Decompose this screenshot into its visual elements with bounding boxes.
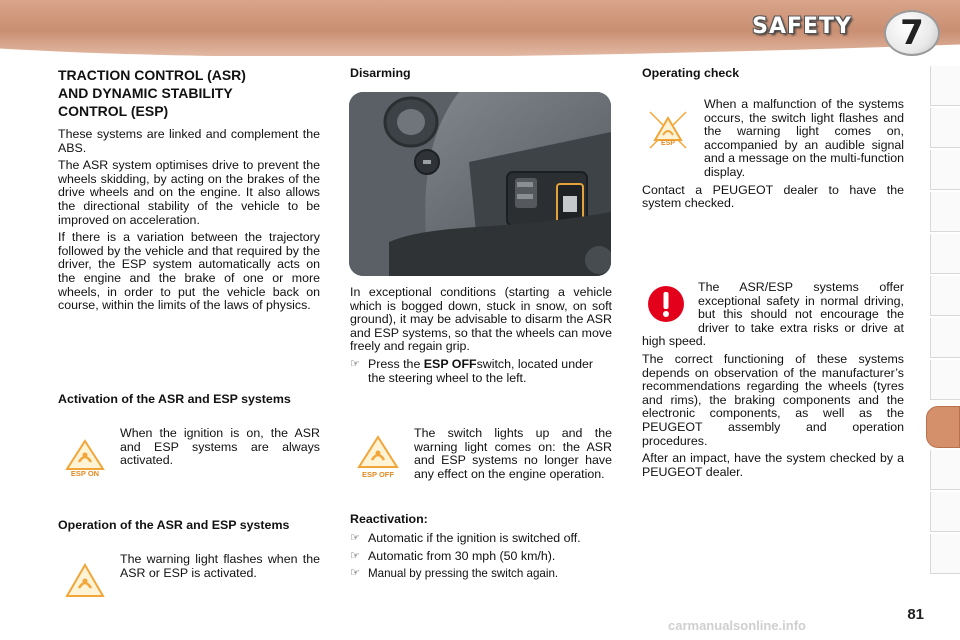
esp-off-warning-icon — [356, 434, 400, 480]
reactivation-bullet-2: ☞ Automatic from 30 mph (50 km/h). — [350, 548, 556, 563]
chapter-tab[interactable] — [930, 534, 960, 574]
chapter-tab[interactable] — [930, 108, 960, 148]
esp-on-label: ESP ON — [70, 469, 100, 478]
safety-warning-body — [642, 281, 904, 483]
esp-off-switch-name: ESP OFF — [423, 356, 477, 371]
header-wave-decoration — [0, 40, 960, 62]
section-title: TRACTION CONTROL (ASR) AND DYNAMIC STABILITY CONTROL (ESP) — [58, 67, 246, 119]
page-number: 81 — [907, 606, 924, 623]
malfunction-text: When a malfunction of the systems occurs, the switch light flashes and the warning light comes on, accompanied by an audible signal and a message on the multi-function display. — [704, 97, 904, 179]
reactivation-heading: Reactivation: — [350, 512, 428, 526]
reactivation-section — [350, 512, 612, 585]
dashboard-switch-photo — [349, 92, 611, 276]
chapter-title: SAFETY — [752, 14, 852, 39]
esp-on-warning-icon — [64, 438, 106, 480]
chapter-tab[interactable] — [930, 192, 960, 232]
operating-check-body — [642, 98, 904, 215]
chapter-tab[interactable] — [930, 360, 960, 400]
disarming-bullet: ☞ Press the ESP OFFswitch, located under the steering wheel to the left. — [350, 356, 593, 385]
disarming-section — [350, 66, 612, 80]
esp-off-text: The switch lights up and the warning light comes on: the ASR and ESP systems no longer have any effect on the engine operation. — [414, 426, 612, 481]
chapter-tab[interactable] — [930, 234, 960, 274]
bullet-hand-icon: ☞ — [350, 532, 360, 544]
disarming-body — [350, 286, 612, 389]
chapter-tab[interactable] — [930, 66, 960, 106]
correct-functioning-text: The correct functioning of these systems depends on observation of the manufacturer’s recommendations regarding the wheels (tyres and rims), the braking components and the electronic components, as well as the PEUGEOT assembly and operation procedures. — [642, 351, 904, 448]
disarming-paragraph: In exceptional conditions (starting a vehicle which is bogged down, stuck in snow, on soft ground), it may be advisable to disarm the ASR and ESP systems, so that the wheels can move freely and regain grip. — [350, 285, 612, 354]
operating-check-section — [642, 66, 904, 80]
esp-paragraph: If there is a variation between the trajectory followed by the vehicle and that required by the driver, the ESP system automatically acts on the engine and the brake of one or more wheels, in order to put the vehicle back on course, within the limits of the laws of physics. — [58, 230, 320, 313]
safety-warning-text: The ASR/ESP systems offer exceptional safety in normal driving, but this should not encourage the driver to take extra risks or drive at high speed. — [642, 280, 904, 349]
esp-off-label: ESP OFF — [362, 470, 394, 479]
chapter-tab[interactable] — [930, 318, 960, 358]
chapter-tab[interactable] — [930, 276, 960, 316]
chapter-tab-active[interactable] — [926, 406, 960, 448]
operation-text: The warning light flashes when the ASR or ESP is activated. — [120, 552, 320, 580]
bullet-hand-icon: ☞ — [350, 549, 360, 562]
after-impact-text: After an impact, have the system checked by a PEUGEOT dealer. — [642, 451, 904, 479]
intro-paragraph: These systems are linked and complement the ABS. — [58, 127, 320, 155]
left-column — [58, 66, 320, 317]
asr-paragraph: The ASR system optimises drive to prevent the wheels skidding, by acting on the brakes of the drive wheels and on the engine. It also allows the directional stability of the vehicle to be improved on acceleration. — [58, 158, 320, 227]
chapter-tab[interactable] — [930, 150, 960, 190]
operation-section — [58, 518, 320, 532]
chapter-tab[interactable] — [930, 492, 960, 532]
esp-warning-icon — [64, 562, 106, 602]
operating-check-heading: Operating check — [642, 66, 740, 80]
reactivation-bullet-1: ☞ Automatic if the ignition is switched off. — [350, 531, 581, 545]
activation-text: When the ignition is on, the ASR and ESP systems are always activated. — [120, 426, 320, 468]
activation-heading: Activation of the ASR and ESP systems — [58, 392, 291, 406]
reactivation-bullet-3: ☞ Manual by pressing the switch again. — [350, 567, 559, 581]
bullet-hand-icon: ☞ — [350, 357, 360, 370]
activation-section — [58, 392, 320, 406]
contact-dealer-text: Contact a PEUGEOT dealer to have the system checked. — [642, 182, 904, 211]
operation-heading: Operation of the ASR and ESP systems — [58, 518, 290, 532]
esp-label: ESP — [660, 140, 675, 147]
chapter-number-badge: 7 — [884, 10, 940, 56]
disarming-heading: Disarming — [350, 66, 411, 80]
chapter-tab[interactable] — [930, 450, 960, 490]
watermark: carmanualsonline.info — [668, 618, 806, 633]
chapter-tabs — [926, 66, 960, 574]
bullet-hand-icon: ☞ — [350, 567, 360, 580]
